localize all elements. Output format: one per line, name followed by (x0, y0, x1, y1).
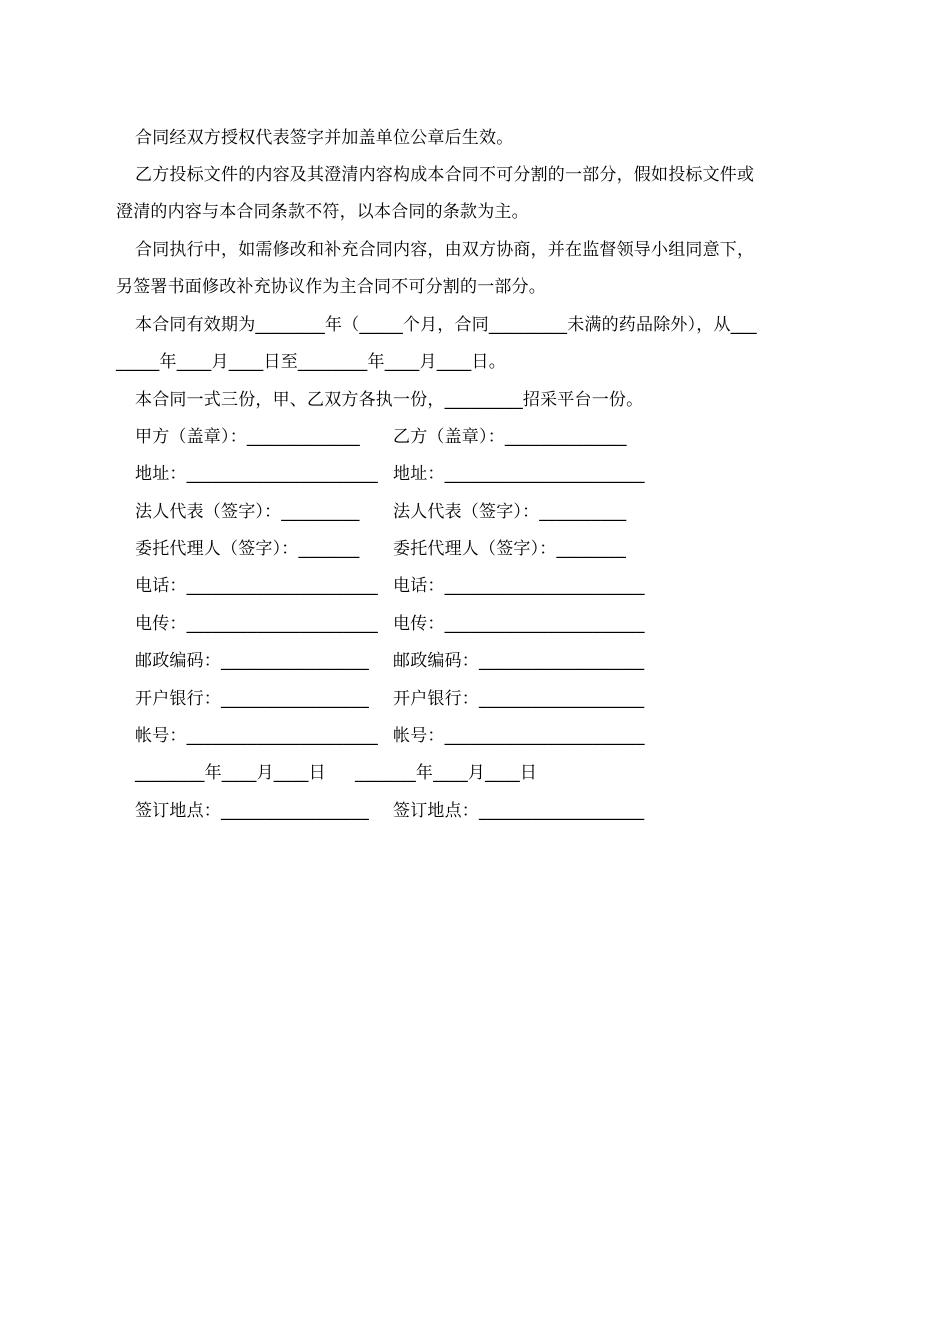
party-b-account-field: 帐号：_______________________ (393, 726, 645, 746)
party-a-legal-rep-field: 法人代表（签字）：_________ (135, 502, 360, 522)
party-b-fax-field: 电传：_______________________ (393, 614, 645, 634)
paragraph-copies: 本合同一式三份，甲、乙双方各执一份，_________招采平台一份。 (135, 390, 644, 410)
party-b-legal-rep-field: 法人代表（签字）：__________ (393, 502, 627, 522)
paragraph-validity-line2: _____年____月____日至________年____月____日。 (116, 352, 506, 372)
party-a-address-field: 地址：______________________ (135, 464, 378, 484)
party-b-phone-field: 电话：_______________________ (393, 576, 645, 596)
party-b-bank-field: 开户银行：___________________ (393, 689, 645, 709)
party-a-date-field: ________年____月____日 (135, 763, 326, 783)
paragraph-bid-docs-line1: 乙方投标文件的内容及其澄清内容构成本合同不可分割的一部分，假如投标文件或 (135, 165, 755, 185)
party-a-agent-field: 委托代理人（签字）：_______ (135, 539, 360, 559)
party-b-address-field: 地址：_______________________ (393, 464, 645, 484)
party-a-fax-field: 电传：______________________ (135, 614, 378, 634)
party-a-signing-place-field: 签订地点：_________________ (135, 801, 369, 821)
paragraph-validity-line1: 本合同有效期为________年（_____个月，合同_________未满的药品除外），从___ (135, 315, 757, 335)
party-b-seal-field: 乙方（盖章）：______________ (393, 427, 627, 447)
paragraph-amend-line2: 另签署书面修改补充协议作为主合同不可分割的一部分。 (116, 277, 546, 297)
party-b-postcode-field: 邮政编码：___________________ (393, 651, 645, 671)
party-b-date-field: _______年____月____日 (355, 763, 538, 783)
paragraph-effective: 合同经双方授权代表签字并加盖单位公章后生效。 (135, 128, 514, 148)
party-a-phone-field: 电话：______________________ (135, 576, 378, 596)
party-a-bank-field: 开户银行：_________________ (135, 689, 369, 709)
party-b-agent-field: 委托代理人（签字）：________ (393, 539, 627, 559)
party-a-account-field: 帐号：______________________ (135, 726, 378, 746)
party-a-postcode-field: 邮政编码：_________________ (135, 651, 369, 671)
paragraph-amend-line1: 合同执行中，如需修改和补充合同内容，由双方协商，并在监督领导小组同意下， (135, 240, 755, 260)
party-b-signing-place-field: 签订地点：___________________ (393, 801, 645, 821)
paragraph-bid-docs-line2: 澄清的内容与本合同条款不符，以本合同的条款为主。 (116, 202, 529, 222)
party-a-seal-field: 甲方（盖章）：_____________ (135, 427, 360, 447)
